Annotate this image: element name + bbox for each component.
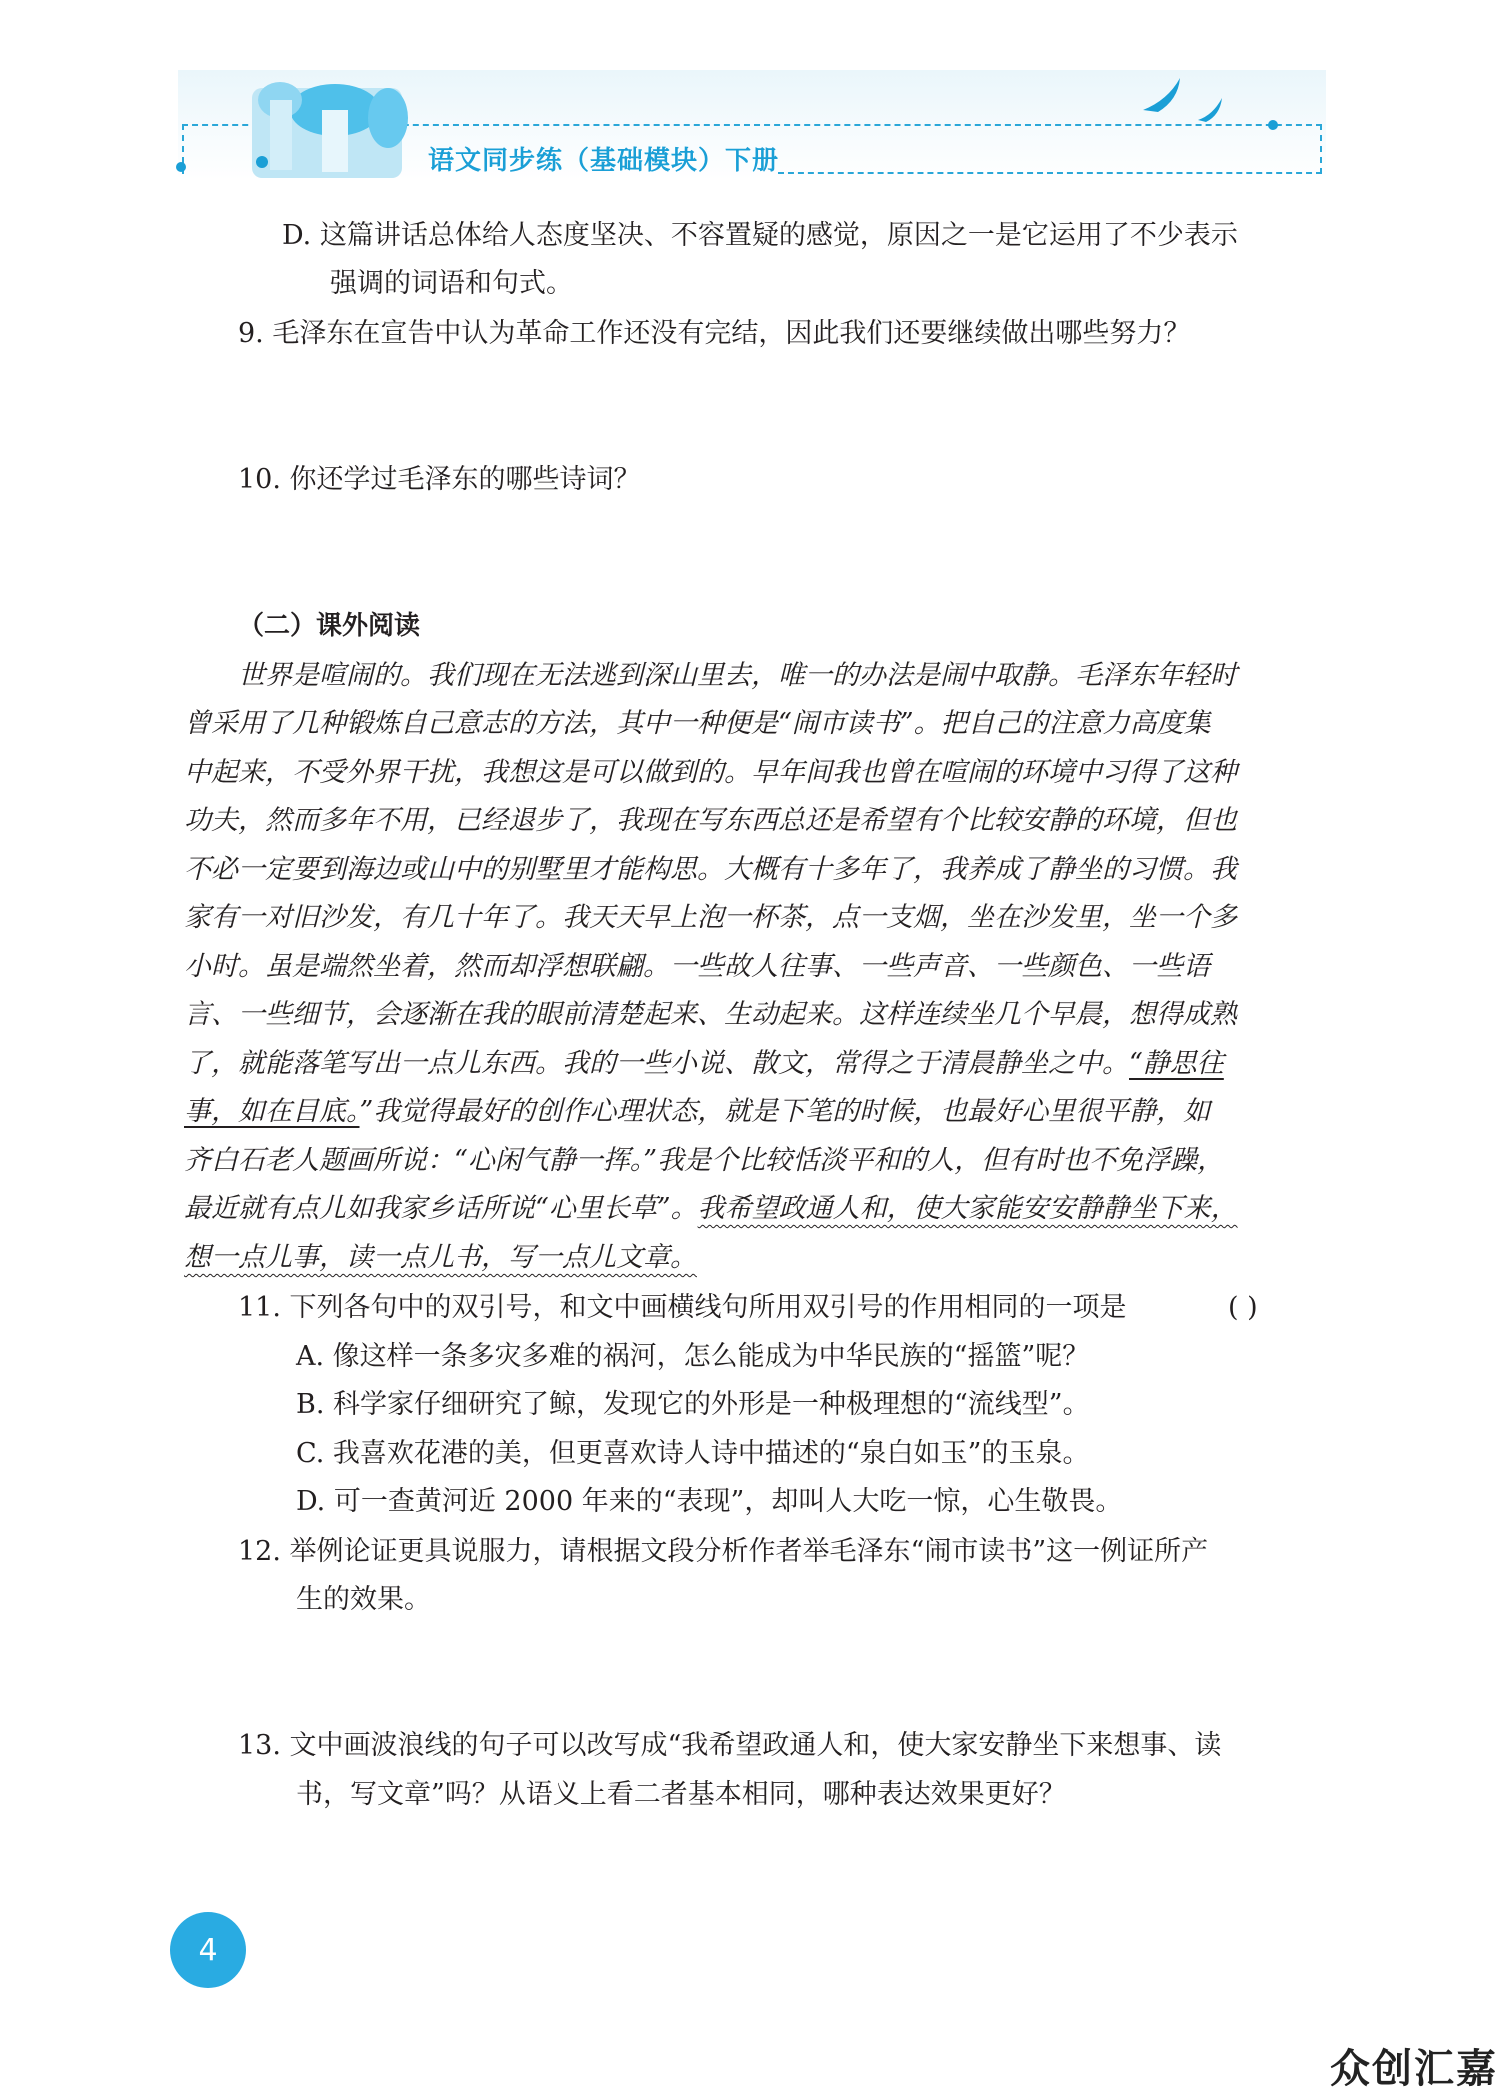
- option-d-line-2: 强调的词语和句式。: [330, 268, 573, 299]
- passage-line-1: 世界是喧闹的。我们现在无法逃到深山里去，唯一的办法是闹中取静。毛泽东年轻时: [238, 660, 1237, 691]
- passage-line-12: [184, 1191, 1238, 1227]
- passage-line-2: 曾采用了几种锻炼自己意志的方法，其中一种便是“闹市读书”。把自己的注意力高度集: [184, 708, 1211, 739]
- underlined-quote-start: “静思往: [1129, 1048, 1224, 1079]
- wavy-sentence-part-2: 想一点儿事，读一点儿书，写一点儿文章。: [184, 1242, 697, 1273]
- q11-option-c: C. 我喜欢花港的美，但更喜欢诗人诗中描述的“泉白如玉”的玉泉。: [296, 1438, 1090, 1469]
- header-title: 语文同步练（基础模块）下册: [428, 146, 780, 176]
- passage-line-10: [184, 1094, 1210, 1130]
- header-dot-left: [176, 162, 186, 172]
- underlined-quote-end: 事，如在目底。: [184, 1096, 360, 1127]
- page-number-badge: 4: [170, 1912, 246, 1988]
- mushroom-house-icon: [240, 70, 420, 178]
- option-d-line-1: D. 这篇讲话总体给人态度坚决、不容置疑的感觉，原因之一是它运用了不少表示: [282, 220, 1238, 251]
- passage-line-8: 言、一些细节，会逐渐在我的眼前清楚起来、生动起来。这样连续坐几个早晨，想得成熟: [184, 999, 1237, 1030]
- question-12-line-2: 生的效果。: [296, 1584, 431, 1615]
- section-title: （二）课外阅读: [238, 611, 421, 641]
- question-9: 9. 毛泽东在宣告中认为革命工作还没有完结，因此我们还要继续做出哪些努力？: [238, 318, 1191, 349]
- passage-line-10-text: ”我觉得最好的创作心理状态，就是下笔的时候，也最好心里很平静，如: [359, 1096, 1211, 1127]
- header-dot-right: [1268, 120, 1278, 130]
- wavy-sentence-part-1: 我希望政通人和，使大家能安安静静坐下来，: [697, 1193, 1238, 1224]
- passage-line-13: [184, 1240, 697, 1276]
- page-header: [178, 70, 1326, 180]
- passage-line-9: [184, 1046, 1224, 1082]
- passage-line-3: 中起来，不受外界干扰，我想这是可以做到的。早年间我也曾在喧闹的环境中习得了这种: [184, 757, 1237, 788]
- watermark-logo: 众创汇嘉: [1330, 2046, 1498, 2092]
- answer-bracket: ( ): [1228, 1292, 1258, 1323]
- passage-line-11: 齐白石老人题画所说：“心闲气静一挥。”我是个比较恬淡平和的人，但有时也不免浮躁，: [184, 1145, 1225, 1176]
- passage-line-9-text: 了，就能落笔写出一点儿东西。我的一些小说、散文，常得之于清晨静坐之中。: [184, 1048, 1129, 1079]
- question-12-line-1: 12. 举例论证更具说服力，请根据文段分析作者举毛泽东“闹市读书”这一例证所产: [238, 1536, 1209, 1567]
- passage-line-12-text: 最近就有点儿如我家乡话所说“心里长草”。: [184, 1193, 698, 1224]
- passage-line-6: 家有一对旧沙发，有几十年了。我天天早上泡一杯茶，点一支烟，坐在沙发里，坐一个多: [184, 902, 1237, 933]
- question-11-stem: 11. 下列各句中的双引号，和文中画横线句所用双引号的作用相同的一项是: [238, 1292, 1127, 1323]
- q11-option-b: B. 科学家仔细研究了鲸，发现它的外形是一种极理想的“流线型”。: [296, 1389, 1090, 1420]
- passage-line-4: 功夫，然而多年不用，已经退步了，我现在写东西总还是希望有个比较安静的环境，但也: [184, 805, 1237, 836]
- passage-line-7: 小时。虽是端然坐着，然而却浮想联翩。一些故人往事、一些声音、一些颜色、一些语: [184, 951, 1210, 982]
- q11-option-d: D. 可一查黄河近 2000 年来的“表现”，却叫人大吃一惊，心生敬畏。: [296, 1486, 1123, 1517]
- question-13-line-2: 书，写文章”吗？从语义上看二者基本相同，哪种表达效果更好？: [296, 1779, 1066, 1810]
- birds-icon: [1138, 70, 1248, 140]
- passage-line-5: 不必一定要到海边或山中的别墅里才能构思。大概有十多年了，我养成了静坐的习惯。我: [184, 854, 1237, 885]
- question-13-line-1: 13. 文中画波浪线的句子可以改写成“我希望政通人和，使大家安静坐下来想事、读: [238, 1730, 1222, 1761]
- q11-option-a: A. 像这样一条多灾多难的祸河，怎么能成为中华民族的“摇篮”呢？: [296, 1341, 1090, 1372]
- question-10: 10. 你还学过毛泽东的哪些诗词？: [238, 464, 641, 495]
- header-rule: [778, 172, 1322, 174]
